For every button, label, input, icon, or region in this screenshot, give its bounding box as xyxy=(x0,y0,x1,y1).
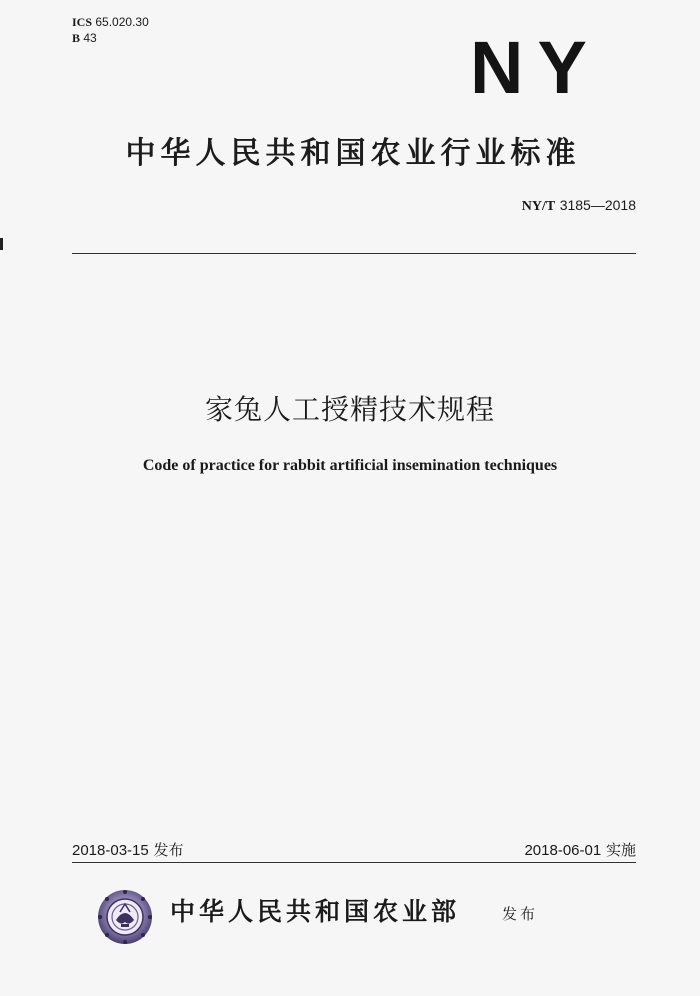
issue-date-line xyxy=(72,840,184,861)
national-emblem-icon xyxy=(96,888,154,946)
issuing-ministry: 中华人民共和国农业部 xyxy=(170,897,461,926)
issue-label: 发布 xyxy=(153,841,184,859)
implementation-label: 实施 xyxy=(605,841,636,859)
top-divider xyxy=(72,253,636,254)
standard-number-prefix: NY/T xyxy=(521,199,556,214)
standard-number xyxy=(430,196,636,216)
standard-number-value: 3185—2018 xyxy=(559,197,636,213)
issue-date: 2018-03-15 xyxy=(72,842,149,859)
document-title-chinese: 家兔人工授精技术规程 xyxy=(204,393,495,426)
implementation-date-line xyxy=(420,840,636,861)
standard-type-title: 中华人民共和国农业行业标准 xyxy=(125,136,581,171)
scan-edge-mark xyxy=(0,238,3,250)
class-line xyxy=(72,30,149,46)
ics-code: 65.020.30 xyxy=(95,15,149,29)
classification-codes xyxy=(72,14,149,46)
document-title-english: Code of practice for rabbit artificial insemination techniques xyxy=(142,457,558,474)
ny-standard-mark: NY xyxy=(470,26,601,109)
class-code: 43 xyxy=(83,31,97,45)
ics-line xyxy=(72,14,149,30)
ics-label: ICS xyxy=(72,15,93,29)
bottom-divider xyxy=(72,862,636,863)
ministry-publish-label: 发布 xyxy=(502,905,539,923)
implementation-date: 2018-06-01 xyxy=(524,842,602,859)
class-label: B xyxy=(72,31,81,45)
